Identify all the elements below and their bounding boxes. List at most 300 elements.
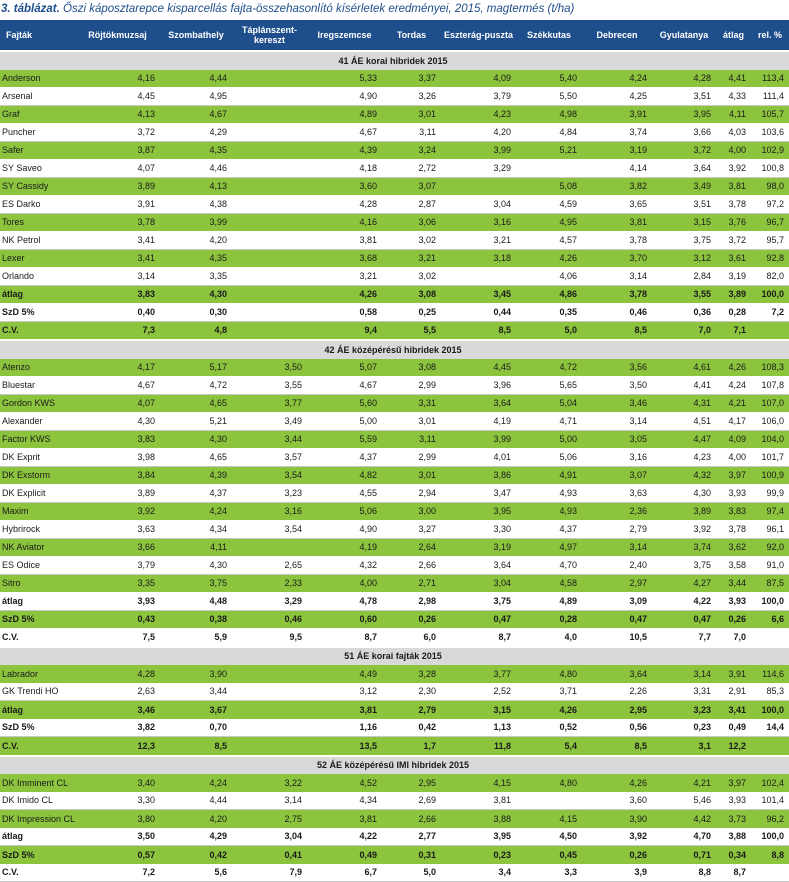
table-cell: 0,36 <box>652 303 716 321</box>
table-cell: 3,92 <box>716 159 751 177</box>
row-label: SY Saveo <box>0 159 75 177</box>
table-cell: 95,7 <box>751 231 789 249</box>
table-cell: 4,57 <box>516 231 582 249</box>
table-cell: 113,4 <box>751 70 789 88</box>
table-cell: 7,7 <box>652 628 716 647</box>
table-cell: 3,83 <box>75 430 160 448</box>
table-cell: 4,30 <box>160 430 232 448</box>
table-cell: 3,81 <box>582 213 652 231</box>
table-cell: 3,00 <box>382 502 441 520</box>
table-cell: 4,16 <box>75 70 160 88</box>
table-cell: 0,49 <box>716 719 751 737</box>
table-cell: 4,20 <box>160 231 232 249</box>
table-cell: 3,91 <box>582 105 652 123</box>
table-row <box>0 177 789 195</box>
table-cell: 3,72 <box>716 231 751 249</box>
table-cell: 3,23 <box>652 701 716 719</box>
table-cell <box>232 737 307 756</box>
table-cell: 3,05 <box>582 430 652 448</box>
table-row <box>0 231 789 249</box>
table-cell: 4,26 <box>307 285 382 303</box>
table-cell: 3,63 <box>582 484 652 502</box>
table-cell: 114,6 <box>751 665 789 683</box>
table-cell: 4,35 <box>160 141 232 159</box>
table-cell: 3,09 <box>582 592 652 610</box>
table-cell: 4,38 <box>160 195 232 213</box>
table-cell: 3,55 <box>232 376 307 394</box>
table-cell: 4,26 <box>516 249 582 267</box>
table-cell: 3,49 <box>232 412 307 430</box>
table-cell: 5,04 <box>516 394 582 412</box>
table-cell: 4,80 <box>516 665 582 683</box>
table-cell: 3,89 <box>716 285 751 303</box>
row-label: SY Cassidy <box>0 177 75 195</box>
table-cell <box>751 628 789 647</box>
table-cell: 4,33 <box>716 87 751 105</box>
table-cell: 3,12 <box>307 683 382 701</box>
row-label: Bluestar <box>0 376 75 394</box>
table-cell: 3,26 <box>382 87 441 105</box>
row-label: Tores <box>0 213 75 231</box>
table-cell: 3,79 <box>75 556 160 574</box>
table-cell: 4,32 <box>307 556 382 574</box>
table-cell: 3,04 <box>232 828 307 846</box>
table-cell: 96,2 <box>751 810 789 828</box>
table-cell: 3,56 <box>582 359 652 377</box>
table-cell <box>232 195 307 213</box>
table-cell: 3,68 <box>307 249 382 267</box>
row-label: NK Aviator <box>0 538 75 556</box>
table-cell <box>232 231 307 249</box>
table-cell: 4,70 <box>652 828 716 846</box>
table-cell: 4,71 <box>516 412 582 430</box>
table-cell: 3,80 <box>75 810 160 828</box>
table-cell: 3,99 <box>441 141 516 159</box>
table-cell: 0,42 <box>160 846 232 864</box>
table-cell: 4,37 <box>516 520 582 538</box>
table-cell: 4,37 <box>307 448 382 466</box>
table-cell: 3,47 <box>441 484 516 502</box>
table-cell: 0,47 <box>441 610 516 628</box>
section-title: 51 ÁE korai fajták 2015 <box>0 647 789 666</box>
table-cell: 3,23 <box>232 484 307 502</box>
section-title: 52 ÁE középérésű IMI hibridek 2015 <box>0 756 789 775</box>
row-label: Lexer <box>0 249 75 267</box>
table-cell <box>232 123 307 141</box>
table-cell: 4,30 <box>160 285 232 303</box>
table-cell: 3,75 <box>652 231 716 249</box>
table-cell: 3,90 <box>160 665 232 683</box>
table-cell: 4,59 <box>516 195 582 213</box>
table-cell: 4,80 <box>516 774 582 792</box>
table-cell: 0,46 <box>582 303 652 321</box>
table-cell: 4,97 <box>516 538 582 556</box>
table-cell: 2,98 <box>382 592 441 610</box>
table-cell: 3,44 <box>716 574 751 592</box>
table-cell: 4,17 <box>75 359 160 377</box>
table-cell: 97,4 <box>751 502 789 520</box>
table-cell: 5,21 <box>516 141 582 159</box>
table-cell: 3,89 <box>652 502 716 520</box>
table-row <box>0 774 789 792</box>
table-cell: 4,82 <box>307 466 382 484</box>
col-header: rel. % <box>751 20 789 51</box>
table-cell: 4,22 <box>307 828 382 846</box>
table-row <box>0 448 789 466</box>
table-cell: 2,71 <box>382 574 441 592</box>
table-cell: 4,24 <box>160 502 232 520</box>
col-header: Eszterág-puszta <box>441 20 516 51</box>
table-cell: 2,63 <box>75 683 160 701</box>
table-cell: 4,17 <box>716 412 751 430</box>
table-cell: 3,91 <box>75 195 160 213</box>
table-cell <box>232 141 307 159</box>
table-cell: 3,81 <box>716 177 751 195</box>
table-caption <box>0 0 789 20</box>
table-cell: 103,6 <box>751 123 789 141</box>
table-cell: 5,07 <box>307 359 382 377</box>
table-cell: 4,24 <box>160 774 232 792</box>
table-cell: 3,11 <box>382 430 441 448</box>
table-cell: 3,21 <box>307 267 382 285</box>
table-cell: 3,92 <box>652 520 716 538</box>
col-header: Tordas <box>382 20 441 51</box>
table-cell: 3,15 <box>652 213 716 231</box>
summary-row <box>0 610 789 628</box>
table-cell: 7,2 <box>75 864 160 882</box>
table-cell: 2,79 <box>382 701 441 719</box>
summary-row <box>0 285 789 303</box>
table-cell: 4,52 <box>307 774 382 792</box>
table-row <box>0 70 789 88</box>
row-label: Safer <box>0 141 75 159</box>
table-cell <box>232 177 307 195</box>
table-cell: 3,89 <box>75 484 160 502</box>
table-cell: 99,9 <box>751 484 789 502</box>
table-cell: 3,78 <box>716 195 751 213</box>
table-cell: 3,12 <box>652 249 716 267</box>
table-cell: 4,39 <box>307 141 382 159</box>
row-label: Hybrirock <box>0 520 75 538</box>
table-cell: 82,0 <box>751 267 789 285</box>
row-label: Factor KWS <box>0 430 75 448</box>
table-cell: 0,23 <box>441 846 516 864</box>
section-header-row <box>0 647 789 666</box>
table-cell: 4,11 <box>716 105 751 123</box>
table-cell: 2,91 <box>716 683 751 701</box>
table-cell: 3,72 <box>652 141 716 159</box>
table-cell: 3,51 <box>652 87 716 105</box>
table-cell: 7,0 <box>716 628 751 647</box>
table-cell: 4,07 <box>75 394 160 412</box>
row-label: ES Odice <box>0 556 75 574</box>
table-cell: 3,1 <box>652 737 716 756</box>
table-cell: 3,92 <box>75 502 160 520</box>
row-label: DK Imminent CL <box>0 774 75 792</box>
table-row <box>0 159 789 177</box>
row-label: Anderson <box>0 70 75 88</box>
table-cell: 105,7 <box>751 105 789 123</box>
table-cell: 0,42 <box>382 719 441 737</box>
table-cell: 5,65 <box>516 376 582 394</box>
table-cell: 3,01 <box>382 412 441 430</box>
table-cell: 0,46 <box>232 610 307 628</box>
table-cell: 3,97 <box>716 466 751 484</box>
table-cell: 3,98 <box>75 448 160 466</box>
table-cell: 3,91 <box>716 665 751 683</box>
table-cell: 3,06 <box>382 213 441 231</box>
table-cell: 3,89 <box>75 177 160 195</box>
table-cell: 3,82 <box>582 177 652 195</box>
table-cell: 0,41 <box>232 846 307 864</box>
table-cell: 4,67 <box>307 123 382 141</box>
row-label: DK Exstorm <box>0 466 75 484</box>
table-cell: 3,77 <box>441 665 516 683</box>
table-cell: 4,31 <box>652 394 716 412</box>
table-cell: 3,07 <box>582 466 652 484</box>
table-cell: 4,26 <box>582 774 652 792</box>
table-cell: 3,21 <box>382 249 441 267</box>
table-cell: 4,34 <box>160 520 232 538</box>
results-table <box>0 20 789 882</box>
table-cell: 3,44 <box>232 430 307 448</box>
table-cell: 5,06 <box>307 502 382 520</box>
table-cell: 5,60 <box>307 394 382 412</box>
table-cell: 5,46 <box>652 792 716 810</box>
table-cell: 2,94 <box>382 484 441 502</box>
table-cell: 3,97 <box>716 774 751 792</box>
table-cell <box>751 864 789 882</box>
table-cell: 2,65 <box>232 556 307 574</box>
table-cell: 3,41 <box>716 701 751 719</box>
table-cell: 2,79 <box>582 520 652 538</box>
table-cell: 0,40 <box>75 303 160 321</box>
table-cell: 3,27 <box>382 520 441 538</box>
table-cell: 2,52 <box>441 683 516 701</box>
table-cell: 3,99 <box>441 430 516 448</box>
table-cell: 0,43 <box>75 610 160 628</box>
table-cell <box>232 285 307 303</box>
table-cell <box>751 321 789 340</box>
table-cell: 3,75 <box>652 556 716 574</box>
table-cell: 2,97 <box>582 574 652 592</box>
row-label: Alexander <box>0 412 75 430</box>
table-cell: 7,0 <box>652 321 716 340</box>
row-label: DK Exprit <box>0 448 75 466</box>
table-cell: 8,5 <box>582 321 652 340</box>
table-cell: 3,14 <box>582 267 652 285</box>
row-label: C.V. <box>0 628 75 647</box>
table-cell: 8,7 <box>307 628 382 647</box>
table-cell: 0,47 <box>582 610 652 628</box>
table-cell: 4,23 <box>652 448 716 466</box>
section-title: 42 ÁE középérésű hibridek 2015 <box>0 340 789 359</box>
table-cell: 3,84 <box>75 466 160 484</box>
table-cell: 4,95 <box>160 87 232 105</box>
row-label: Puncher <box>0 123 75 141</box>
table-cell: 4,37 <box>160 484 232 502</box>
row-label: SzD 5% <box>0 719 75 737</box>
table-cell: 3,46 <box>582 394 652 412</box>
table-cell: 4,84 <box>516 123 582 141</box>
table-cell: 3,4 <box>441 864 516 882</box>
table-cell: 3,30 <box>75 792 160 810</box>
table-cell: 1,16 <box>307 719 382 737</box>
table-cell: 4,20 <box>441 123 516 141</box>
table-body <box>0 51 789 882</box>
table-cell <box>232 249 307 267</box>
row-label: DK Imido CL <box>0 792 75 810</box>
summary-row <box>0 321 789 340</box>
table-cell: 4,67 <box>75 376 160 394</box>
table-cell: 3,81 <box>307 701 382 719</box>
table-cell: 5,06 <box>516 448 582 466</box>
row-label: C.V. <box>0 321 75 340</box>
table-cell: 3,78 <box>582 231 652 249</box>
table-cell: 0,26 <box>382 610 441 628</box>
table-cell: 4,03 <box>716 123 751 141</box>
table-cell: 4,65 <box>160 394 232 412</box>
row-label: Sitro <box>0 574 75 592</box>
table-cell: 3,14 <box>75 267 160 285</box>
table-cell: 4,90 <box>307 520 382 538</box>
table-cell: 3,66 <box>75 538 160 556</box>
table-cell: 3,75 <box>441 592 516 610</box>
table-cell: 3,78 <box>716 520 751 538</box>
table-cell: 3,58 <box>716 556 751 574</box>
table-cell: 12,3 <box>75 737 160 756</box>
table-row <box>0 538 789 556</box>
table-cell: 7,3 <box>75 321 160 340</box>
table-cell <box>232 719 307 737</box>
table-cell: 3,31 <box>652 683 716 701</box>
table-cell: 4,50 <box>516 828 582 846</box>
table-row <box>0 195 789 213</box>
table-cell: 4,07 <box>75 159 160 177</box>
table-cell: 3,01 <box>382 466 441 484</box>
table-cell: 4,42 <box>652 810 716 828</box>
table-cell: 5,21 <box>160 412 232 430</box>
table-cell: 0,58 <box>307 303 382 321</box>
table-cell: 0,30 <box>160 303 232 321</box>
table-cell: 4,72 <box>160 376 232 394</box>
table-cell: 4,20 <box>160 810 232 828</box>
table-cell: 4,41 <box>652 376 716 394</box>
table-cell: 100,0 <box>751 592 789 610</box>
col-header: Táplánszent-kereszt <box>232 20 307 51</box>
table-cell: 107,0 <box>751 394 789 412</box>
table-cell <box>441 177 516 195</box>
table-cell: 96,7 <box>751 213 789 231</box>
table-cell: 2,66 <box>382 556 441 574</box>
header-row <box>0 20 789 51</box>
table-cell: 11,8 <box>441 737 516 756</box>
row-label: GK Trendi HO <box>0 683 75 701</box>
table-cell: 3,64 <box>441 556 516 574</box>
table-cell: 4,09 <box>441 70 516 88</box>
table-cell: 3,95 <box>652 105 716 123</box>
table-row <box>0 213 789 231</box>
table-cell: 4,11 <box>160 538 232 556</box>
table-cell: 3,73 <box>716 810 751 828</box>
table-cell: 3,96 <box>441 376 516 394</box>
table-cell: 102,4 <box>751 774 789 792</box>
table-cell: 106,0 <box>751 412 789 430</box>
section-header-row <box>0 51 789 70</box>
col-header: Iregszemcse <box>307 20 382 51</box>
table-cell: 4,22 <box>652 592 716 610</box>
table-cell: 3,77 <box>232 394 307 412</box>
table-cell: 0,25 <box>382 303 441 321</box>
table-cell: 3,70 <box>582 249 652 267</box>
table-cell: 8,5 <box>582 737 652 756</box>
table-cell: 4,49 <box>307 665 382 683</box>
table-cell: 3,19 <box>441 538 516 556</box>
table-cell: 3,3 <box>516 864 582 882</box>
table-cell: 2,75 <box>232 810 307 828</box>
table-cell: 3,44 <box>160 683 232 701</box>
table-cell: 4,93 <box>516 484 582 502</box>
table-cell: 0,28 <box>516 610 582 628</box>
row-label: DK Explicit <box>0 484 75 502</box>
table-cell: 0,28 <box>716 303 751 321</box>
table-cell: 7,2 <box>751 303 789 321</box>
table-cell: 5,0 <box>382 864 441 882</box>
table-cell: 3,88 <box>716 828 751 846</box>
table-cell: 3,54 <box>232 466 307 484</box>
table-cell: 0,34 <box>716 846 751 864</box>
table-cell: 3,41 <box>75 249 160 267</box>
table-cell <box>232 701 307 719</box>
table-cell: 4,55 <box>307 484 382 502</box>
table-cell: 111,4 <box>751 87 789 105</box>
table-cell: 12,2 <box>716 737 751 756</box>
table-cell: 4,39 <box>160 466 232 484</box>
table-row <box>0 105 789 123</box>
table-cell: 4,13 <box>160 177 232 195</box>
table-cell: 6,6 <box>751 610 789 628</box>
table-cell: 3,08 <box>382 285 441 303</box>
table-cell: 3,95 <box>441 502 516 520</box>
summary-row <box>0 628 789 647</box>
table-cell: 3,50 <box>582 376 652 394</box>
table-cell: 3,74 <box>652 538 716 556</box>
table-cell: 10,5 <box>582 628 652 647</box>
table-cell: 2,87 <box>382 195 441 213</box>
table-cell: 3,93 <box>716 592 751 610</box>
row-label: Gordon KWS <box>0 394 75 412</box>
table-cell: 4,26 <box>716 359 751 377</box>
table-cell: 4,24 <box>716 376 751 394</box>
table-cell: 9,4 <box>307 321 382 340</box>
table-row <box>0 123 789 141</box>
table-cell: 3,66 <box>652 123 716 141</box>
section-header-row <box>0 756 789 775</box>
col-header: átlag <box>716 20 751 51</box>
table-cell: 3,01 <box>382 105 441 123</box>
table-cell <box>516 159 582 177</box>
table-cell: 4,30 <box>75 412 160 430</box>
table-cell: 3,78 <box>75 213 160 231</box>
table-cell: 3,81 <box>441 792 516 810</box>
table-cell: 1,13 <box>441 719 516 737</box>
table-cell: 3,99 <box>160 213 232 231</box>
table-cell: 3,81 <box>307 231 382 249</box>
table-cell: 4,47 <box>652 430 716 448</box>
col-header: Szombathely <box>160 20 232 51</box>
table-cell <box>751 737 789 756</box>
table-cell: 4,35 <box>160 249 232 267</box>
